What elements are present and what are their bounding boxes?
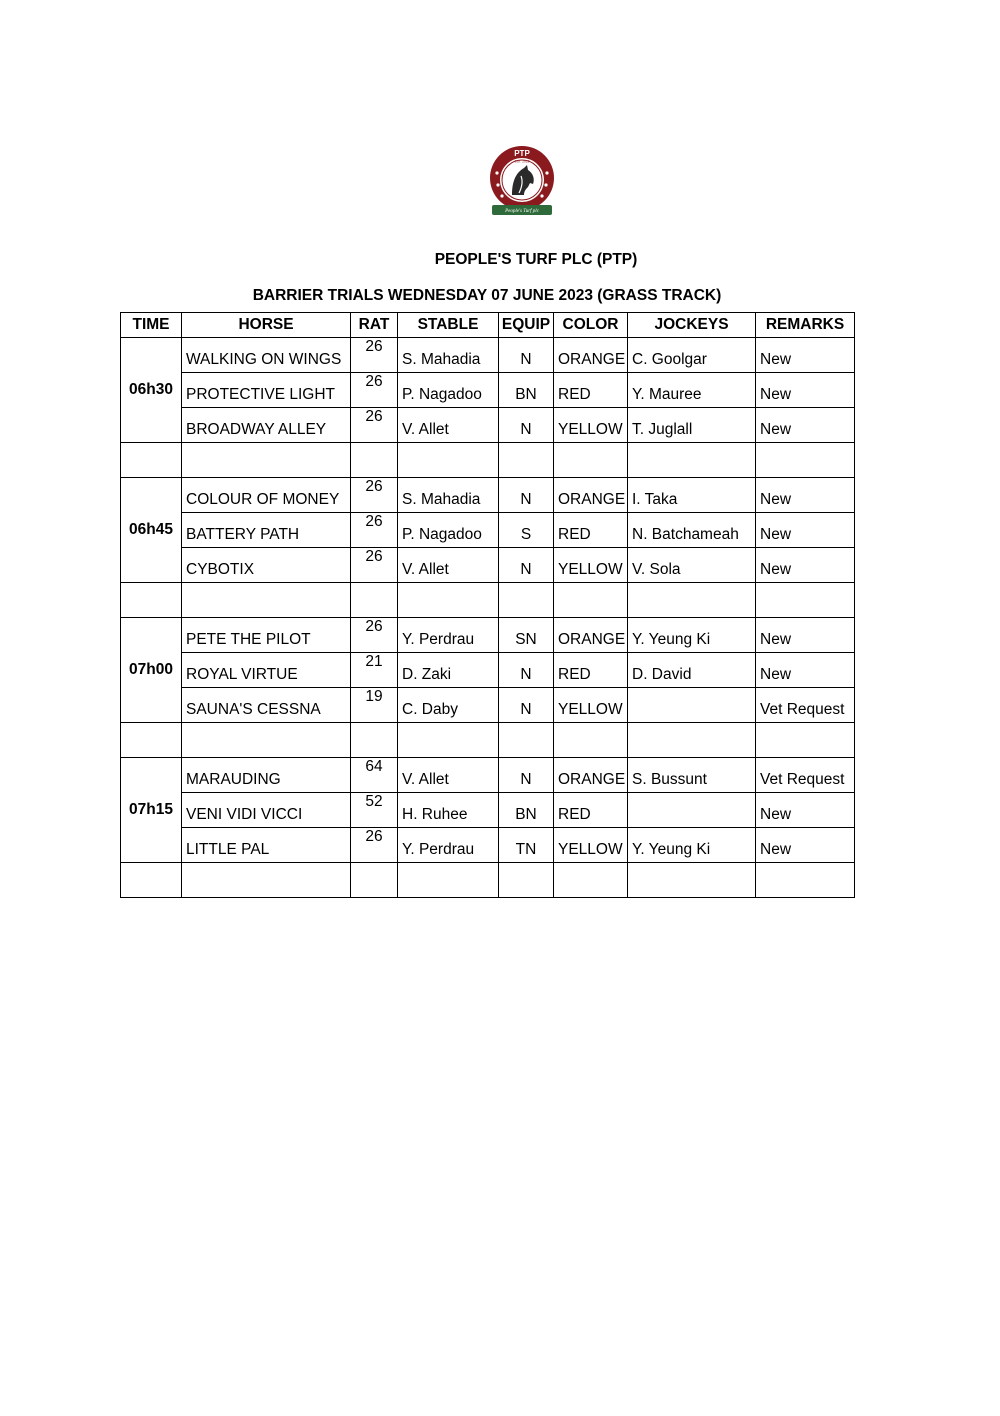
equip-cell: S bbox=[499, 513, 554, 548]
table-row bbox=[121, 653, 855, 688]
empty-cell bbox=[182, 443, 351, 478]
equip-cell: N bbox=[499, 338, 554, 373]
time-cell: 07h15 bbox=[121, 758, 182, 863]
empty-cell bbox=[628, 583, 756, 618]
stable-cell: Y. Perdrau bbox=[398, 828, 499, 863]
table-row bbox=[121, 548, 855, 583]
horse-cell: VENI VIDI VICCI bbox=[182, 793, 351, 828]
ptp-logo bbox=[488, 143, 556, 221]
rat-cell: 26 bbox=[351, 513, 398, 548]
rat-cell: 26 bbox=[351, 338, 398, 373]
jockey-cell: Y. Yeung Ki bbox=[628, 828, 756, 863]
rat-cell: 21 bbox=[351, 653, 398, 688]
table-row bbox=[121, 478, 855, 513]
table-row bbox=[121, 688, 855, 723]
table-row bbox=[121, 828, 855, 863]
equip-cell: N bbox=[499, 408, 554, 443]
stable-cell: V. Allet bbox=[398, 408, 499, 443]
horse-cell: SAUNA'S CESSNA bbox=[182, 688, 351, 723]
jockey-cell bbox=[628, 793, 756, 828]
remarks-cell: New bbox=[756, 513, 855, 548]
equip-cell: N bbox=[499, 478, 554, 513]
empty-cell bbox=[121, 583, 182, 618]
col-header-color: COLOR bbox=[554, 313, 628, 338]
time-cell: 07h00 bbox=[121, 618, 182, 723]
rat-cell: 26 bbox=[351, 373, 398, 408]
org-title: PEOPLE'S TURF PLC (PTP) bbox=[434, 251, 638, 268]
equip-cell: BN bbox=[499, 793, 554, 828]
equip-cell: N bbox=[499, 688, 554, 723]
color-cell: YELLOW bbox=[554, 408, 628, 443]
empty-cell bbox=[121, 863, 182, 898]
table-row bbox=[121, 793, 855, 828]
table-row bbox=[121, 618, 855, 653]
rat-cell: 52 bbox=[351, 793, 398, 828]
empty-cell bbox=[351, 583, 398, 618]
empty-cell bbox=[499, 723, 554, 758]
remarks-cell: New bbox=[756, 653, 855, 688]
empty-cell bbox=[351, 863, 398, 898]
col-header-time: TIME bbox=[121, 313, 182, 338]
stable-cell: V. Allet bbox=[398, 548, 499, 583]
empty-cell bbox=[554, 583, 628, 618]
color-cell: RED bbox=[554, 793, 628, 828]
empty-cell bbox=[756, 863, 855, 898]
remarks-cell: New bbox=[756, 478, 855, 513]
table-row bbox=[121, 338, 855, 373]
color-cell: ORANGE bbox=[554, 758, 628, 793]
col-header-stable: STABLE bbox=[398, 313, 499, 338]
color-cell: RED bbox=[554, 653, 628, 688]
trials-title: BARRIER TRIALS WEDNESDAY 07 JUNE 2023 (GRASS TRACK) bbox=[252, 287, 722, 304]
empty-cell bbox=[398, 723, 499, 758]
stable-cell: S. Mahadia bbox=[398, 338, 499, 373]
col-header-remarks: REMARKS bbox=[756, 313, 855, 338]
remarks-cell: New bbox=[756, 373, 855, 408]
remarks-cell: New bbox=[756, 793, 855, 828]
jockey-cell: S. Bussunt bbox=[628, 758, 756, 793]
color-cell: YELLOW bbox=[554, 548, 628, 583]
equip-cell: N bbox=[499, 653, 554, 688]
stable-cell: H. Ruhee bbox=[398, 793, 499, 828]
color-cell: YELLOW bbox=[554, 828, 628, 863]
stable-cell: P. Nagadoo bbox=[398, 373, 499, 408]
stable-cell: V. Allet bbox=[398, 758, 499, 793]
empty-cell bbox=[121, 443, 182, 478]
empty-cell bbox=[182, 583, 351, 618]
color-cell: ORANGE bbox=[554, 338, 628, 373]
remarks-cell: New bbox=[756, 548, 855, 583]
horse-cell: MARAUDING bbox=[182, 758, 351, 793]
svg-text:PTP: PTP bbox=[514, 149, 530, 158]
empty-cell bbox=[182, 863, 351, 898]
equip-cell: BN bbox=[499, 373, 554, 408]
rat-cell: 19 bbox=[351, 688, 398, 723]
remarks-cell: Vet Request bbox=[756, 688, 855, 723]
remarks-cell: New bbox=[756, 828, 855, 863]
rat-cell: 26 bbox=[351, 828, 398, 863]
svg-text:EST. 2022: EST. 2022 bbox=[514, 159, 530, 164]
jockey-cell: V. Sola bbox=[628, 548, 756, 583]
rat-cell: 64 bbox=[351, 758, 398, 793]
remarks-cell: New bbox=[756, 408, 855, 443]
stable-cell: C. Daby bbox=[398, 688, 499, 723]
time-cell: 06h30 bbox=[121, 338, 182, 443]
color-cell: RED bbox=[554, 373, 628, 408]
horse-cell: PROTECTIVE LIGHT bbox=[182, 373, 351, 408]
empty-cell bbox=[756, 443, 855, 478]
empty-cell bbox=[628, 443, 756, 478]
empty-cell bbox=[554, 863, 628, 898]
barrier-trials-table bbox=[120, 312, 855, 898]
remarks-cell: New bbox=[756, 618, 855, 653]
rat-cell: 26 bbox=[351, 478, 398, 513]
jockey-cell bbox=[628, 688, 756, 723]
empty-cell bbox=[554, 723, 628, 758]
jockey-cell: T. Juglall bbox=[628, 408, 756, 443]
empty-cell bbox=[499, 583, 554, 618]
color-cell: YELLOW bbox=[554, 688, 628, 723]
jockey-cell: C. Goolgar bbox=[628, 338, 756, 373]
empty-cell bbox=[499, 443, 554, 478]
table-row bbox=[121, 513, 855, 548]
horse-cell: ROYAL VIRTUE bbox=[182, 653, 351, 688]
empty-cell bbox=[499, 863, 554, 898]
spacer-row bbox=[121, 723, 855, 758]
empty-cell bbox=[398, 583, 499, 618]
color-cell: ORANGE bbox=[554, 618, 628, 653]
equip-cell: N bbox=[499, 548, 554, 583]
col-header-equip: EQUIP bbox=[499, 313, 554, 338]
stable-cell: Y. Perdrau bbox=[398, 618, 499, 653]
empty-cell bbox=[398, 443, 499, 478]
empty-cell bbox=[554, 443, 628, 478]
equip-cell: TN bbox=[499, 828, 554, 863]
horse-cell: BROADWAY ALLEY bbox=[182, 408, 351, 443]
empty-cell bbox=[182, 723, 351, 758]
stable-cell: P. Nagadoo bbox=[398, 513, 499, 548]
table-row bbox=[121, 758, 855, 793]
table-header-row bbox=[121, 313, 855, 338]
horse-cell: COLOUR OF MONEY bbox=[182, 478, 351, 513]
empty-cell bbox=[351, 443, 398, 478]
svg-text:People's Turf plc: People's Turf plc bbox=[505, 209, 539, 214]
spacer-row bbox=[121, 863, 855, 898]
jockey-cell: Y. Mauree bbox=[628, 373, 756, 408]
horse-cell: BATTERY PATH bbox=[182, 513, 351, 548]
spacer-row bbox=[121, 443, 855, 478]
empty-cell bbox=[398, 863, 499, 898]
empty-cell bbox=[756, 723, 855, 758]
jockey-cell: Y. Yeung Ki bbox=[628, 618, 756, 653]
table-row bbox=[121, 373, 855, 408]
empty-cell bbox=[628, 723, 756, 758]
color-cell: ORANGE bbox=[554, 478, 628, 513]
stable-cell: D. Zaki bbox=[398, 653, 499, 688]
jockey-cell: N. Batchameah bbox=[628, 513, 756, 548]
horse-cell: CYBOTIX bbox=[182, 548, 351, 583]
empty-cell bbox=[756, 583, 855, 618]
horse-cell: PETE THE PILOT bbox=[182, 618, 351, 653]
col-header-jockeys: JOCKEYS bbox=[628, 313, 756, 338]
rat-cell: 26 bbox=[351, 548, 398, 583]
jockey-cell: I. Taka bbox=[628, 478, 756, 513]
empty-cell bbox=[628, 863, 756, 898]
table-row bbox=[121, 408, 855, 443]
horse-cell: LITTLE PAL bbox=[182, 828, 351, 863]
color-cell: RED bbox=[554, 513, 628, 548]
stable-cell: S. Mahadia bbox=[398, 478, 499, 513]
remarks-cell: Vet Request bbox=[756, 758, 855, 793]
spacer-row bbox=[121, 583, 855, 618]
equip-cell: N bbox=[499, 758, 554, 793]
rat-cell: 26 bbox=[351, 408, 398, 443]
horse-cell: WALKING ON WINGS bbox=[182, 338, 351, 373]
rat-cell: 26 bbox=[351, 618, 398, 653]
time-cell: 06h45 bbox=[121, 478, 182, 583]
empty-cell bbox=[351, 723, 398, 758]
equip-cell: SN bbox=[499, 618, 554, 653]
remarks-cell: New bbox=[756, 338, 855, 373]
jockey-cell: D. David bbox=[628, 653, 756, 688]
empty-cell bbox=[121, 723, 182, 758]
col-header-rat: RAT bbox=[351, 313, 398, 338]
col-header-horse: HORSE bbox=[182, 313, 351, 338]
